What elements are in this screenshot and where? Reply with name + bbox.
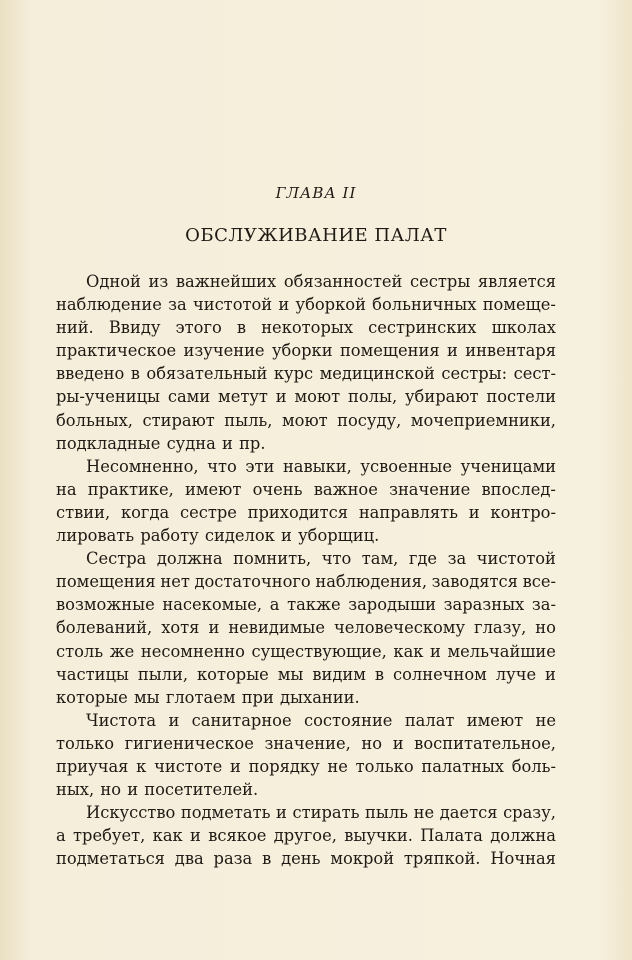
word: и (222, 433, 233, 453)
word: подметаться (56, 849, 165, 869)
word: навыки, (282, 456, 352, 476)
word: раза (213, 849, 253, 869)
text-line (56, 339, 556, 362)
text-line (56, 409, 556, 432)
word: школах (491, 318, 556, 338)
word: несомненно (140, 641, 245, 661)
word: порядку (248, 756, 320, 776)
text-line (56, 293, 556, 316)
word: постели (486, 387, 556, 407)
word: наблюдение (56, 295, 162, 315)
word: хотя (161, 618, 200, 638)
word: работу (140, 526, 199, 546)
word: судна (166, 433, 216, 453)
word: больничных (372, 295, 477, 315)
text-line (56, 432, 556, 455)
text-line (56, 732, 556, 755)
word: когда (120, 502, 170, 522)
word: и (392, 733, 404, 753)
word: за (447, 549, 467, 569)
word: очень (252, 479, 303, 499)
word: ученицами (460, 456, 556, 476)
word: моют (281, 410, 328, 430)
word: Ввиду (108, 318, 161, 338)
word: состояние (303, 710, 393, 730)
word: больных, (56, 410, 133, 430)
word: только (355, 756, 414, 776)
text-line (56, 524, 556, 547)
word: Сестра (86, 549, 147, 569)
word: Ночная (490, 849, 556, 869)
word: является (477, 272, 556, 291)
word: же (109, 641, 135, 661)
word: посуду, (337, 410, 402, 430)
word: но (100, 780, 122, 800)
word: заразных (443, 595, 525, 615)
word: мочеприемники, (410, 410, 556, 430)
text-line (56, 640, 556, 663)
word: сами (167, 387, 211, 407)
word: зародыши (348, 595, 437, 615)
chapter-title: ОБСЛУЖИВАНИЕ ПАЛАТ (185, 225, 447, 246)
word: при (241, 687, 274, 707)
word: выучки. (344, 826, 413, 846)
word: Одной (86, 272, 141, 291)
word: стирают (142, 410, 215, 430)
word: имеют (185, 479, 242, 499)
word: некоторых (261, 318, 354, 338)
word: и (275, 387, 287, 407)
word: солнечном (392, 664, 487, 684)
word: глотаем (165, 687, 236, 707)
word: достаточного (194, 572, 311, 592)
word: уборки (271, 341, 333, 361)
word: которые (56, 687, 128, 707)
text-line (56, 824, 556, 847)
word: тряпкой. (403, 849, 481, 869)
word: возможные (56, 595, 155, 615)
word: помещения (56, 572, 156, 592)
word: и (447, 341, 458, 361)
word: и (545, 664, 556, 684)
word: палат (404, 710, 455, 730)
word: пыль (365, 803, 409, 823)
word: сестры (410, 272, 471, 291)
word: стирать (292, 803, 360, 823)
text-line (56, 455, 556, 478)
text-line (56, 663, 556, 686)
word: другое, (273, 826, 337, 846)
word: что (321, 549, 352, 569)
word: видим (312, 664, 366, 684)
word: значение (389, 479, 471, 499)
word: требует, (73, 826, 146, 846)
word: глазу, (474, 618, 527, 638)
word: Искусство (86, 803, 176, 823)
word: курс (273, 364, 314, 384)
text-line (56, 801, 556, 824)
word: ствии, (56, 502, 111, 522)
word: важное (313, 479, 378, 499)
word: только (56, 733, 114, 753)
word: сестринских (368, 318, 477, 338)
body-text (56, 270, 556, 870)
text-line (56, 547, 556, 570)
word: пыль, (224, 410, 273, 430)
word: посетителей. (144, 780, 259, 800)
word: ры-ученицы (56, 387, 160, 407)
word: к (136, 756, 147, 776)
word: подметать (180, 803, 271, 823)
word: должна (156, 549, 223, 569)
word: Несомненно, (86, 456, 199, 476)
word: сестре (179, 502, 237, 522)
word: и (281, 526, 292, 546)
word: помнить, (233, 549, 312, 569)
word: и (229, 756, 241, 776)
word: нет (160, 572, 190, 592)
text-line (56, 593, 556, 616)
word: наблюдения, (315, 572, 428, 592)
word: сест- (513, 364, 556, 384)
word: там, (361, 549, 399, 569)
text-line (56, 847, 556, 870)
word: значение, (264, 733, 351, 753)
word: сиделок (204, 526, 275, 546)
text-line (56, 709, 556, 732)
word: сестры: (441, 364, 508, 384)
word: приучая (56, 756, 129, 776)
word: ний. (56, 318, 94, 338)
text-line (56, 755, 556, 778)
word: не (327, 756, 348, 776)
word: впослед- (481, 479, 556, 499)
word: обязательный (146, 364, 268, 384)
word: эти (245, 456, 275, 476)
chapter-heading: ГЛАВА II (275, 184, 357, 202)
word: что (207, 456, 237, 476)
word: метут (218, 387, 268, 407)
word: важнейших (175, 272, 277, 291)
word: а (56, 826, 66, 846)
word: и (127, 780, 139, 800)
word: на (56, 479, 77, 499)
word: которые (196, 664, 269, 684)
word: дыхании. (280, 687, 360, 707)
word: подкладные (56, 433, 161, 453)
word: все- (522, 572, 556, 592)
word: мы (277, 664, 304, 684)
word: столь (56, 641, 104, 661)
word: боль- (511, 756, 556, 776)
word: мельчайшие (447, 641, 556, 661)
word: всякое (208, 826, 267, 846)
word: убирают (404, 387, 479, 407)
word: пыли, (137, 664, 189, 684)
text-line (56, 478, 556, 501)
word: полы, (347, 387, 398, 407)
word: сразу, (503, 803, 556, 823)
word: но (361, 733, 383, 753)
word: из (148, 272, 169, 291)
word: насекомые, (162, 595, 263, 615)
word: уборщиц. (298, 526, 380, 546)
text-line (56, 570, 556, 593)
text-line (56, 686, 556, 709)
word: моют (294, 387, 341, 407)
word: человеческому (333, 618, 466, 638)
word: мокрой (330, 849, 395, 869)
text-line (56, 385, 556, 408)
word: заводятся (431, 572, 518, 592)
word: но (535, 618, 556, 638)
word: усвоенные (360, 456, 453, 476)
word: имеют (466, 710, 524, 730)
word: практическое (56, 341, 177, 361)
word: ных, (56, 780, 95, 800)
word: и (278, 295, 290, 315)
word: медицинской (319, 364, 435, 384)
word: воспитательное, (414, 733, 556, 753)
word: практике, (87, 479, 174, 499)
word: не (535, 710, 556, 730)
word: уборкой (295, 295, 366, 315)
word: в (262, 849, 272, 869)
text-line (56, 362, 556, 385)
word: болеваний, (56, 618, 153, 638)
word: чистотой (476, 549, 556, 569)
word: день (281, 849, 321, 869)
word: этого (175, 318, 222, 338)
word: направлять (358, 502, 459, 522)
word: изучение (183, 341, 265, 361)
word: невидимые (228, 618, 325, 638)
word: помеще- (482, 295, 556, 315)
word: санитарное (191, 710, 292, 730)
word: также (287, 595, 341, 615)
word: и (190, 826, 201, 846)
word: луче (495, 664, 537, 684)
word: существующие, (251, 641, 387, 661)
word: обязанностей (283, 272, 403, 291)
word: за- (531, 595, 556, 615)
word: лировать (56, 526, 135, 546)
word: чистоте (154, 756, 223, 776)
text-line (56, 616, 556, 639)
word: два (174, 849, 204, 869)
word: помещения (339, 341, 440, 361)
word: в (374, 664, 385, 684)
word: гигиеническое (124, 733, 254, 753)
word: контро- (490, 502, 556, 522)
text-line (56, 270, 556, 293)
word: а (269, 595, 280, 615)
word: и (168, 710, 180, 730)
word: Чистота (86, 710, 157, 730)
word: палатных (421, 756, 504, 776)
text-line (56, 316, 556, 339)
word: введено (56, 364, 125, 384)
word: где (408, 549, 438, 569)
word: мы (134, 687, 160, 707)
text-line (56, 778, 556, 801)
word: приходится (247, 502, 349, 522)
word: и (276, 803, 287, 823)
word: за (168, 295, 187, 315)
word: чистотой (192, 295, 273, 315)
word: как (152, 826, 183, 846)
word: должна (490, 826, 556, 846)
word: в (130, 364, 140, 384)
word: частицы (56, 664, 129, 684)
text-line (56, 501, 556, 524)
word: и (468, 502, 480, 522)
word: дается (439, 803, 498, 823)
word: не (413, 803, 435, 823)
word: как (393, 641, 424, 661)
word: в (236, 318, 247, 338)
word: Палата (420, 826, 483, 846)
word: инвентаря (465, 341, 556, 361)
word: и (208, 618, 220, 638)
word: и (430, 641, 441, 661)
word: пр. (239, 433, 266, 453)
